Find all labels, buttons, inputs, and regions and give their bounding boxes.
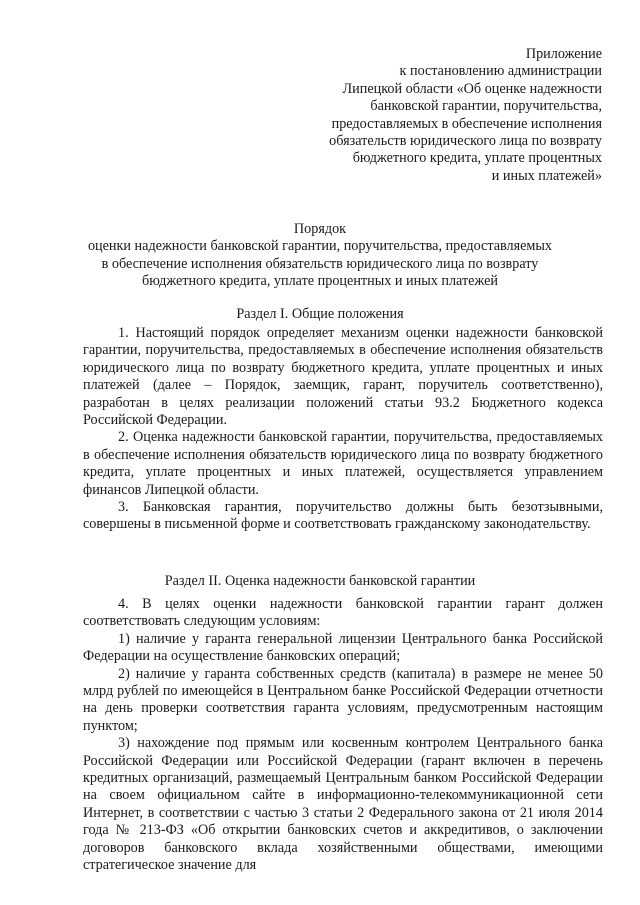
- section-heading: Раздел I. Общие положения: [236, 306, 404, 322]
- title-line: бюджетного кредита, уплате процентных и иных платежей: [142, 273, 498, 290]
- appendix-line: бюджетного кредита, уплате процентных: [352, 150, 602, 167]
- paragraph: 2. Оценка надежности банковской гарантии, поручительства, предоставляемых в обеспечение исполнения обязательств юридического лица по возврату бюджетного кредита, уплате процентных и иных платежей, осуществляется управлением финансов Липецкой области.: [83, 429, 603, 498]
- appendix-line: банковской гарантии, поручительства,: [370, 98, 602, 115]
- appendix-line: к постановлению администрации: [399, 63, 602, 80]
- appendix-block: [272, 46, 602, 185]
- appendix-line: и иных платежей»: [491, 167, 602, 184]
- paragraph: 3. Банковская гарантия, поручительство должны быть безотзывными, совершены в письменной форме и соответствовать гражданскому законодательству.: [83, 499, 603, 533]
- paragraph: 1) наличие у гаранта генеральной лицензии Центрального банка Российской Федерации на осуществление банковских операций;: [83, 630, 603, 665]
- title-line: Порядок: [293, 221, 347, 237]
- appendix-line: Липецкой области «Об оценке надежности: [342, 80, 602, 97]
- document-title: [60, 221, 580, 291]
- section-body: [83, 325, 603, 534]
- section-body: [83, 596, 603, 875]
- appendix-line: Приложение: [525, 46, 602, 62]
- section-heading: Раздел II. Оценка надежности банковской гарантии: [164, 573, 476, 589]
- title-line: оценки надежности банковской гарантии, поручительства, предоставляемых: [87, 238, 553, 255]
- paragraph: 4. В целях оценки надежности банковской гарантии гарант должен соответствовать следующим условиям:: [83, 596, 603, 630]
- appendix-line: обязательств юридического лица по возврату: [329, 133, 602, 150]
- title-line: в обеспечение исполнения обязательств юридического лица по возврату: [101, 255, 539, 272]
- paragraph: 3) нахождение под прямым или косвенным контролем Центрального банка Российской Федерации или Российской Федерации (гарант включен в перечень кредитных организаций, размещаемый Центральным банком Российской Федерации на своем официальном сайте в информационно-телекоммуникационной сети Интернет, в соответствии с частью 3 статьи 2 Федерального закона от 21 июля 2014 года № 213-ФЗ «Об открытии банковских счетов и аккредитивов, о заключении договоров банковского вклада хозяйственными обществами, имеющими стратегическое значение для: [83, 735, 603, 874]
- paragraph: 2) наличие у гаранта собственных средств (капитала) в размере не менее 50 млрд рублей по имеющейся в Центральном банке Российской Федерации отчетности на день проверки соответствия гаранта условиям, предусмотренным настоящим пунктом;: [83, 665, 603, 734]
- appendix-line: предоставляемых в обеспечение исполнения: [331, 115, 602, 132]
- paragraph: 1. Настоящий порядок определяет механизм оценки надежности банковской гарантии, поручительства, предоставляемых в обеспечение исполнения обязательств юридического лица по возврату бюджетного кредита, уплате процентных и иных платежей (далее – Порядок, заемщик, гарант, поручитель соответственно), разработан в целях реализации положений статьи 93.2 Бюджетного кодекса Российской Федерации.: [83, 325, 603, 429]
